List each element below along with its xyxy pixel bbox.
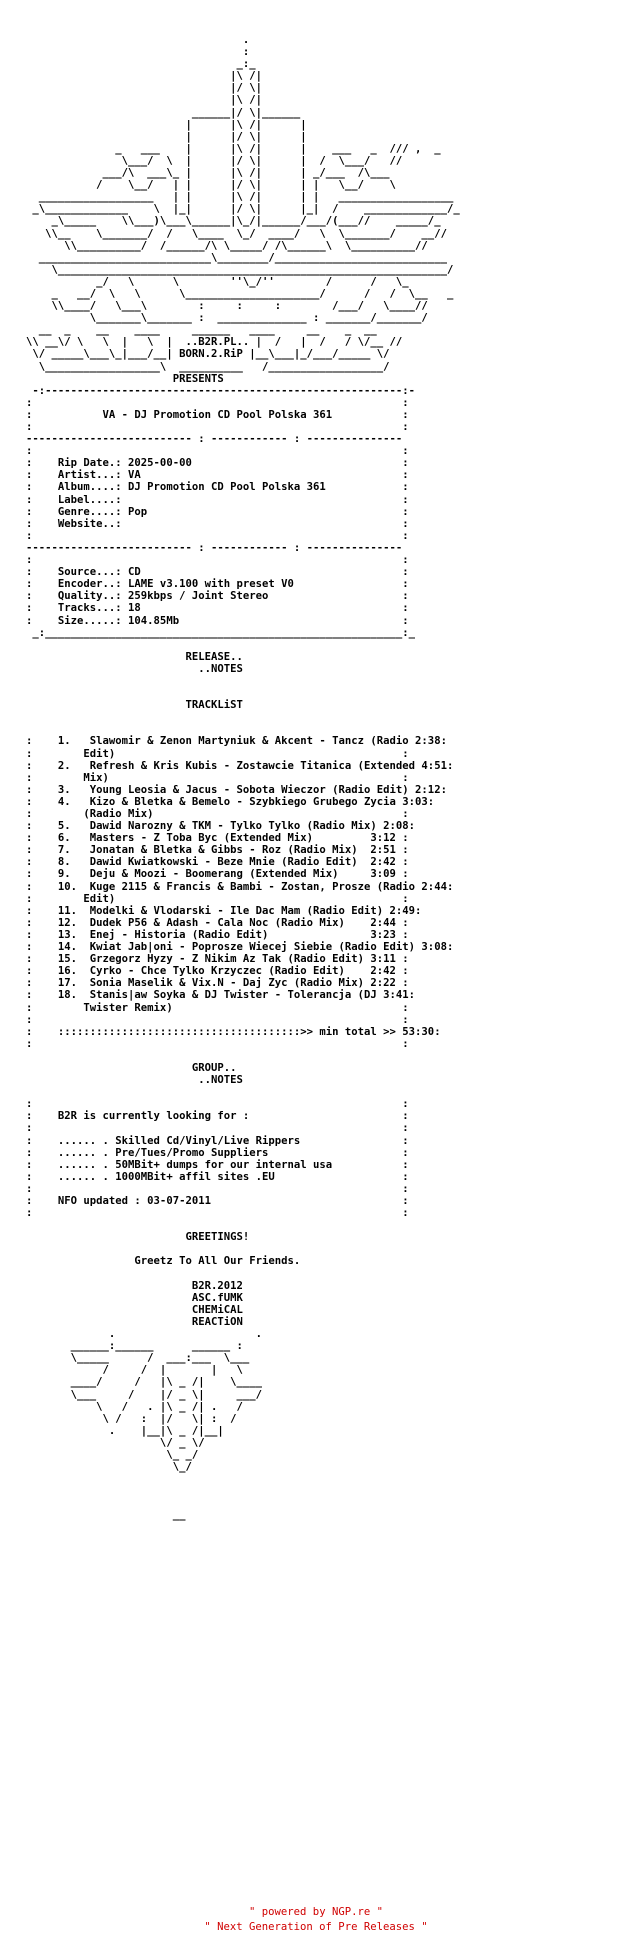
footer-tagline: " Next Generation of Pre Releases " bbox=[204, 1921, 428, 1933]
nfo-text: . : _:_ |\ /| |/ \| |\ /| ______|/ \|______ | |\ /| | | |/ \| | _ ___ | |\ /| | ___ _ /// , _ \___/ \ | |/ \| | / \___/ // ___/\ ___\_ | |\ /| | _/___ /\___ / \__/ | | |/ \| | | \__/ \ __________________ | | |\ /| | | __________________ _\_____________ \ |_| |/ \| |_| / _____________/_ _\_____ \\___)\___\______|\_/|______/___/(___// _____/_ \\__ \_______/ / \____ \_/ ____/ \ \_______/ __// \\__________/ /______/\ \_____/ /\______\ \__________// ___________________________\________/___________________________ \_____________________________________________________________/ _/ \ \ ''\_/'' / / \_ _ __/ \ \ \_____________________/ / / \__ _ \\____/ \___\ : : : /___/ \____// \_______\_______ : ______________ : _______/_______/ __ _ __ ____ ______ ____ __ _ __ \\ __\/ \ \ | \ | ..B2R.PL.. | / | / / \/__ // \/ _____\___\_|___/__| BORN.2.RiP |__\___|_/___/_____ \/ \__________________\ __________ /__________________/ PRESENTS -:--------------------------------------------------------:- : : : VA - DJ Promotion CD Pool Polska 361 : : : -------------------------- : ------------ : --------------- : : : Rip Date.: 2025-00-00 : : Artist...: VA : : Album....: DJ Promotion CD Pool Polska 361 : : Label....: : : Genre....: Pop : : Website..: : : : -------------------------- : ------------ : --------------- : : : Source...: CD : : Encoder..: LAME v3.100 with preset V0 : : Quality..: 259kbps / Joint Stereo : : Tracks...: 18 : : Size.....: 104.85Mb : _:________________________________________________________:_ RELEASE.. ..NOTES TRACKLiST : 1. Slawomir & Zenon Martyniuk & Akcent - Tancz (Radio 2:38: : Edit) : : 2. Refresh & Kris Kubis - Zostawcie Titanica (Extended 4:51: : Mix) : : 3. Young Leosia & Jacus - Sobota Wieczor (Radio Edit) 2:12: : 4. Kizo & Bletka & Bemelo - Szybkiego Grubego Zycia 3:03: : (Radio Mix) : : 5. Dawid Narozny & TKM - Tylko Tylko (Radio Mix) 2:08: : 6. Masters - Z Toba Byc (Extended Mix) 3:12 : : 7. Jonatan & Bletka & Gibbs - Roz (Radio Mix) 2:51 : : 8. Dawid Kwiatkowski - Beze Mnie (Radio Edit) 2:42 : : 9. Deju & Moozi - Boomerang (Extended Mix) 3:09 : : 10. Kuge 2115 & Francis & Bambi - Zostan, Prosze (Radio 2:44: : Edit) : : 11. Modelki & Vlodarski - Ile Dac Mam (Radio Edit) 2:49: : 12. Dudek P56 & Adash - Cala Noc (Radio Mix) 2:44 : : 13. Enej - Historia (Radio Edit) 3:23 : : 14. Kwiat Jab|oni - Poprosze Wiecej Siebie (Radio Edit) 3:08: : 15. Grzegorz Hyzy - Z Nikim Az Tak (Radio Edit) 3:11 : : 16. Cyrko - Chce Tylko Krzyczec (Radio Edit) 2:42 : : 17. Sonia Maselik & Vix.N - Daj Zyc (Radio Mix) 2:22 : : 18. Stanis|aw Soyka & DJ Twister - Tolerancja (DJ 3:41: : Twister Remix) : : : : ::::::::::::::::::::::::::::::::::::::>> min total >> 53:30: : : GROUP.. ..NOTES : : : B2R is currently looking for : : : : : ...... . Skilled Cd/Vinyl/Live Rippers : : ...... . Pre/Tues/Promo Suppliers : : ...... . 50MBit+ dumps for our internal usa : : ...... . 1000MBit+ affil sites .EU : : : : NFO updated : 03-07-2011 : : : GREETINGS! Greetz To All Our Friends. B2R.2012 ASC.fUMK CHEMiCAL REACTiON . . ______:______ ______ : \_____ / ___:___ \___ / / | | \ ____/ / |\ _ /| \____ \___ / |/ _ \| ___/ \ / . |\ _ /| . / \ / : |/ \| : / . |__|\ _ /|__| \/ _ \/ \_ _/ \_/ __ bbox=[26, 34, 460, 1522]
footer-powered-by: " powered by NGP.re " bbox=[249, 1906, 383, 1918]
